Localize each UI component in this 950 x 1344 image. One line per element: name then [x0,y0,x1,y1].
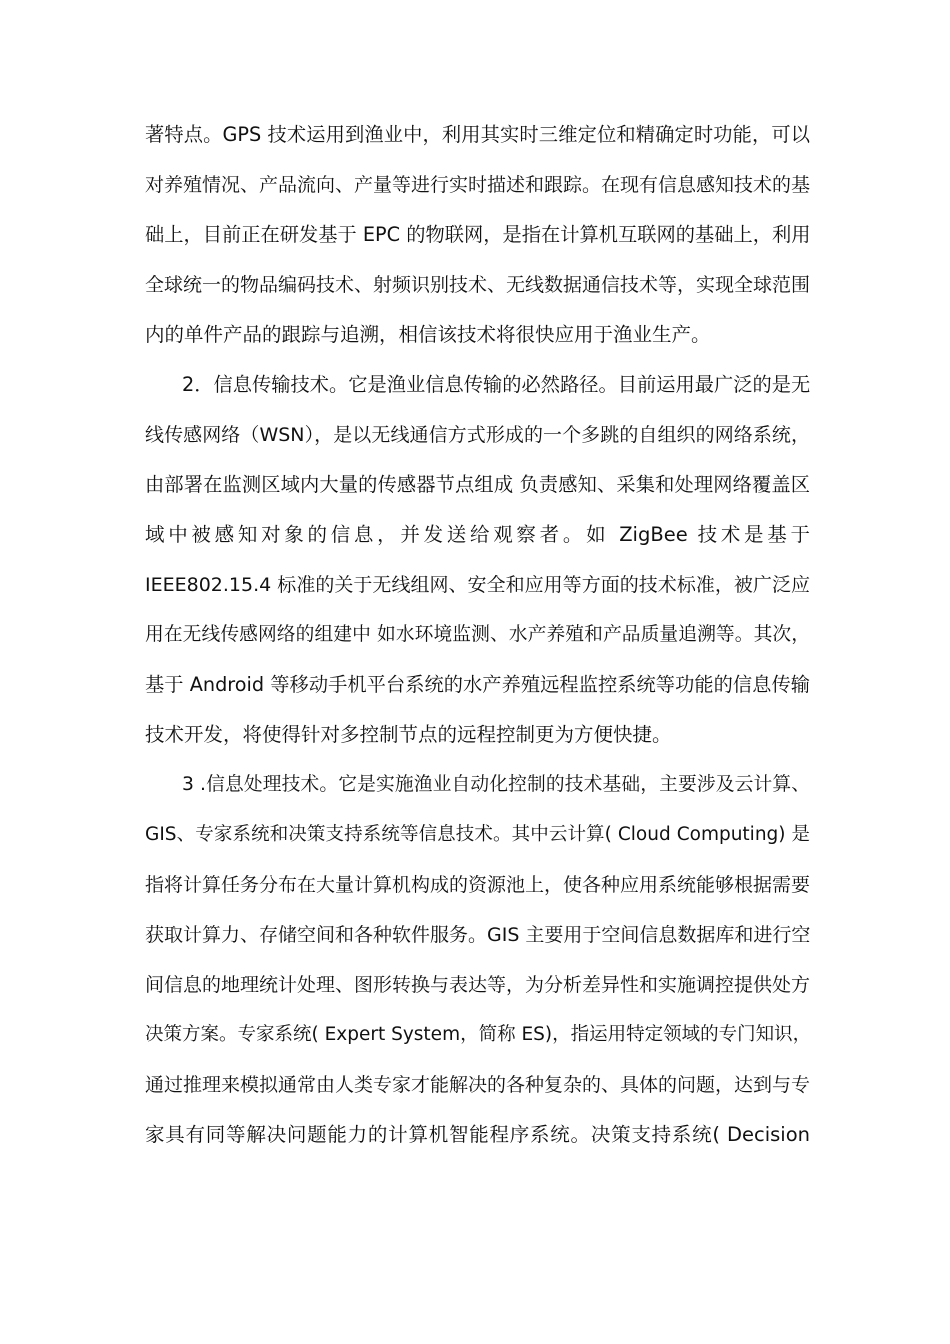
text-line: 决策方案。专家系统( Expert System，简称 ES)，指运用特定领域的专门知识， [145,1024,812,1045]
text-line: 间信息的地理统计处理、图形转换与表达等，为分析差异性和实施调控提供处方 [145,974,811,996]
text-line: 线传感网络（WSN），是以无线通信方式形成的一个多跳的自组织的网络系统， [145,424,810,446]
text-line: 获取计算力、存储空间和各种软件服务。GIS 主要用于空间信息数据库和进行空 [145,924,811,946]
text-line: 基于 Android 等移动手机平台系统的水产养殖远程监控系统等功能的信息传输 [145,673,810,696]
text-line: GIS、专家系统和决策支持系统等信息技术。其中云计算( Cloud Computing) 是 [145,824,810,845]
text-line: 用在无线传感网络的组建中 如水环境监测、水产养殖和产品质量追溯等。其次， [145,624,810,645]
text-line: 础上，目前正在研发基于 EPC 的物联网，是指在计算机互联网的基础上，利用 [145,223,811,246]
text-line: 内的单件产品的跟踪与追溯，相信该技术将很快应用于渔业生产。 [145,323,711,346]
text-line: 域中被感知对象的信息，并发送给观察者。如 ZigBee 技术是基于 [145,523,810,546]
text-line: IEEE802.15.4 标准的关于无线组网、安全和应用等方面的技术标准，被广泛应 [145,574,810,596]
text-line: 全球统一的物品编码技术、射频识别技术、无线数据通信技术等，实现全球范围 [145,274,811,296]
text-line: 著特点。GPS 技术运用到渔业中，利用其实时三维定位和精确定时功能，可以 [145,123,810,146]
text-line: 由部署在监测区域内大量的传感器节点组成 负责感知、采集和处理网络覆盖区 [145,473,810,496]
text-line: 家具有同等解决问题能力的计算机智能程序系统。决策支持系统( Decision [145,1123,810,1146]
text-line: 通过推理来模拟通常由人类专家才能解决的各种复杂的、具体的问题，达到与专 [145,1074,811,1096]
paragraph-heading-line: 2．信息传输技术。它是渔业信息传输的必然路径。目前运用最广泛的是无 [182,373,811,396]
text-line: 指将计算任务分布在大量计算机构成的资源池上，使各种应用系统能够根据需要 [145,874,811,896]
text-line: 技术开发，将使得针对多控制节点的远程控制更为方便快捷。 [145,723,672,746]
text-line: 对养殖情况、产品流向、产量等进行实时描述和跟踪。在现有信息感知技术的基 [145,174,811,196]
paragraph-heading-line: 3 .信息处理技术。它是实施渔业自动化控制的技术基础，主要涉及云计算、 [182,774,810,795]
